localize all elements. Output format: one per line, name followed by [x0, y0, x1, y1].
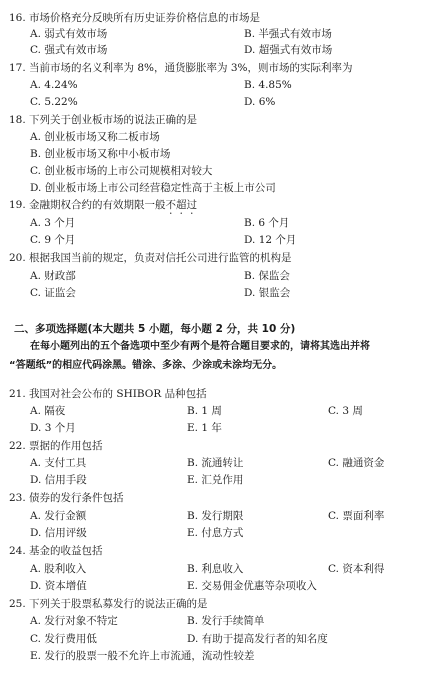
question-19-option-b: B. 6 个月	[244, 217, 290, 229]
question-20-stem: 20. 根据我国当前的规定，负责对信托公司进行监管的机构是	[9, 252, 292, 264]
question-24-option-e: E. 交易佣金优惠等杂项收入	[187, 580, 317, 592]
question-25-option-c: C. 发行费用低	[30, 633, 97, 645]
question-21-option-b: B. 1 周	[187, 405, 222, 417]
section-2-instruction-line-1: 在每小题列出的五个备选项中至少有两个是符合题目要求的，请将其选出并将	[30, 341, 370, 352]
question-23-stem: 23. 债券的发行条件包括	[9, 492, 124, 504]
question-19-option-a: A. 3 个月	[30, 217, 76, 229]
question-18-option-c: C. 创业板市场的上市公司规模相对较大	[30, 165, 213, 177]
question-25-option-a: A. 发行对象不特定	[30, 615, 118, 627]
question-17-option-a: A. 4.24%	[30, 79, 78, 91]
question-25-option-e: E. 发行的股票一般不允许上市流通，流动性较差	[30, 650, 255, 662]
question-22-stem: 22. 票据的作用包括	[9, 440, 103, 452]
question-22-option-c: C. 融通资金	[328, 457, 385, 469]
question-20-option-d: D. 银监会	[244, 287, 291, 299]
question-23-option-c: C. 票面利率	[328, 510, 385, 522]
question-17-option-d: D. 6%	[244, 96, 276, 108]
question-21-option-d: D. 3 个月	[30, 422, 76, 434]
question-20-option-b: B. 保监会	[244, 270, 290, 282]
question-17-stem: 17. 当前市场的名义利率为 8%，通货膨胀率为 3%，则市场的实际利率为	[9, 62, 353, 74]
question-21-option-a: A. 隔夜	[30, 405, 66, 417]
question-16-option-c: C. 强式有效市场	[30, 44, 108, 56]
question-16-stem: 16. 市场价格充分反映所有历史证券价格信息的市场是	[9, 12, 261, 24]
question-21-stem: 21. 我国对社会公布的 SHIBOR 品种包括	[9, 388, 207, 400]
question-25-option-b: B. 发行手续简单	[187, 615, 265, 627]
question-24-option-c: C. 资本利得	[328, 563, 385, 575]
question-24-option-a: A. 股利收入	[30, 563, 87, 575]
question-20-option-a: A. 财政部	[30, 270, 76, 282]
question-24-stem: 24. 基金的收益包括	[9, 545, 103, 557]
question-18-option-a: A. 创业板市场又称二板市场	[30, 131, 160, 143]
question-19-stem-text: 19. 金融期权合约的有效期限一般	[9, 199, 166, 211]
question-23-option-d: D. 信用评级	[30, 527, 87, 539]
question-22-option-d: D. 信用手段	[30, 474, 87, 486]
question-24-option-d: D. 资本增值	[30, 580, 87, 592]
section-2-title: 二、多项选择题(本大题共 5 小题，每小题 2 分，共 10 分)	[14, 323, 296, 335]
question-23-option-e: E. 付息方式	[187, 527, 244, 539]
question-17-option-b: B. 4.85%	[244, 79, 292, 91]
question-20-option-c: C. 证监会	[30, 287, 76, 299]
question-17-option-c: C. 5.22%	[30, 96, 78, 108]
question-19-option-c: C. 9 个月	[30, 234, 76, 246]
question-24-option-b: B. 利息收入	[187, 563, 244, 575]
question-23-option-a: A. 发行金额	[30, 510, 87, 522]
question-25-option-d: D. 有助于提高发行者的知名度	[187, 633, 328, 645]
question-22-option-e: E. 汇兑作用	[187, 474, 244, 486]
question-19-stem	[9, 199, 197, 217]
question-18-option-d: D. 创业板市场上市公司经营稳定性高于主板上市公司	[30, 182, 276, 194]
question-19-option-d: D. 12 个月	[244, 234, 297, 246]
question-16-option-b: B. 半强式有效市场	[244, 28, 332, 40]
question-22-option-a: A. 支付工具	[30, 457, 87, 469]
question-23-option-b: B. 发行期限	[187, 510, 244, 522]
section-2-instruction-line-2: “答题纸”的相应代码涂黑。错涂、多涂、少涂或未涂均无分。	[9, 360, 283, 371]
question-18-option-b: B. 创业板市场又称中小板市场	[30, 148, 171, 160]
question-22-option-b: B. 流通转让	[187, 457, 244, 469]
question-21-option-c: C. 3 周	[328, 405, 363, 417]
question-19-emphasis: 不超过	[165, 199, 198, 211]
question-25-stem: 25. 下列关于股票私募发行的说法正确的是	[9, 598, 208, 610]
question-16-option-d: D. 超强式有效市场	[244, 44, 333, 56]
question-16-option-a: A. 弱式有效市场	[30, 28, 108, 40]
question-21-option-e: E. 1 年	[187, 422, 222, 434]
question-18-stem: 18. 下列关于创业板市场的说法正确的是	[9, 114, 198, 126]
